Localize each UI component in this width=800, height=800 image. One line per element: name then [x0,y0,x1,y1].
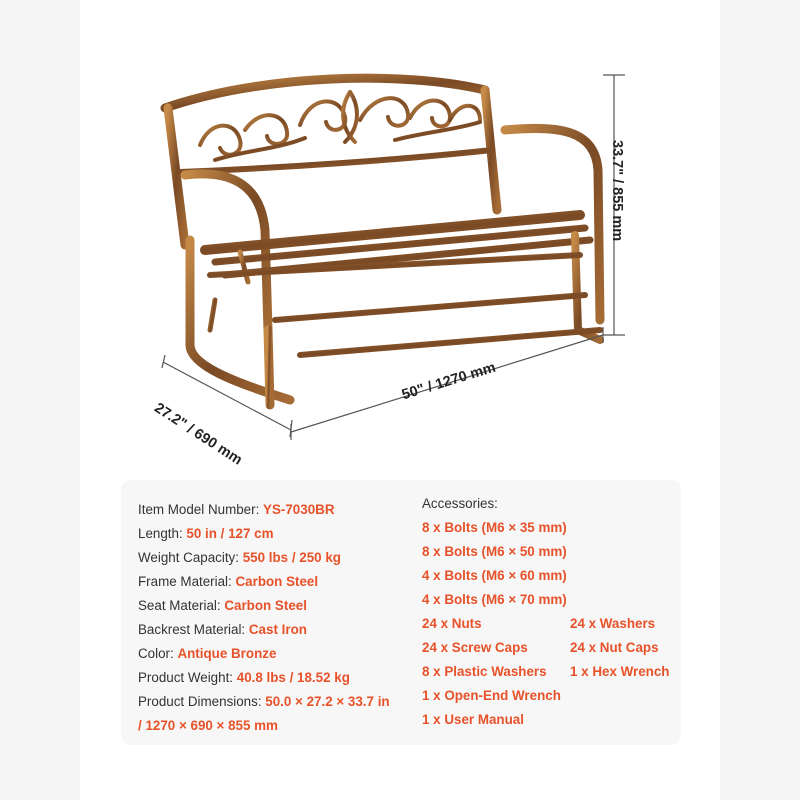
accessory-item: 4 x Bolts (M6 × 70 mm) [422,592,567,607]
accessories-title: Accessories: [422,496,498,511]
spec-row-frame-material: Frame Material: Carbon Steel [138,574,319,589]
spec-row-dimensions-mm: / 1270 × 690 × 855 mm [138,718,278,733]
accessory-item: 8 x Bolts (M6 × 50 mm) [422,544,567,559]
depth-dimension-label: 27.2" / 690 mm [151,400,245,469]
spec-row-weight-capacity: Weight Capacity: 550 lbs / 250 kg [138,550,341,565]
accessory-pair [422,636,692,660]
accessory-item: 24 x Screw Caps [422,640,528,655]
width-dimension-label: 50" / 1270 mm [400,359,498,404]
accessory-item: 1 x Hex Wrench [570,664,670,679]
accessory-item: 24 x Washers [570,616,656,631]
accessory-item: 1 x Open-End Wrench [422,688,561,703]
spec-row-seat-material: Seat Material: Carbon Steel [138,598,307,613]
accessory-item: 8 x Bolts (M6 × 35 mm) [422,520,567,535]
spec-row-color: Color: Antique Bronze [138,646,277,661]
accessory-item: 24 x Nut Caps [570,640,659,655]
accessories-list [422,492,692,732]
accessory-item: 24 x Nuts [422,616,482,631]
spec-row-backrest-material: Backrest Material: Cast Iron [138,622,307,637]
spec-row-model: Item Model Number: YS-7030BR [138,502,335,517]
specs-list [138,498,418,738]
accessory-item: 1 x User Manual [422,712,524,727]
spec-row-product-dimensions: Product Dimensions: 50.0 × 27.2 × 33.7 in [138,694,390,709]
accessory-item: 4 x Bolts (M6 × 60 mm) [422,568,567,583]
accessory-pair [422,612,692,636]
accessory-pair [422,660,692,684]
spec-row-length: Length: 50 in / 127 cm [138,526,274,541]
height-dimension-label: 33.7" / 855 mm [609,140,625,242]
spec-row-product-weight: Product Weight: 40.8 lbs / 18.52 kg [138,670,350,685]
accessory-item: 8 x Plastic Washers [422,664,547,679]
